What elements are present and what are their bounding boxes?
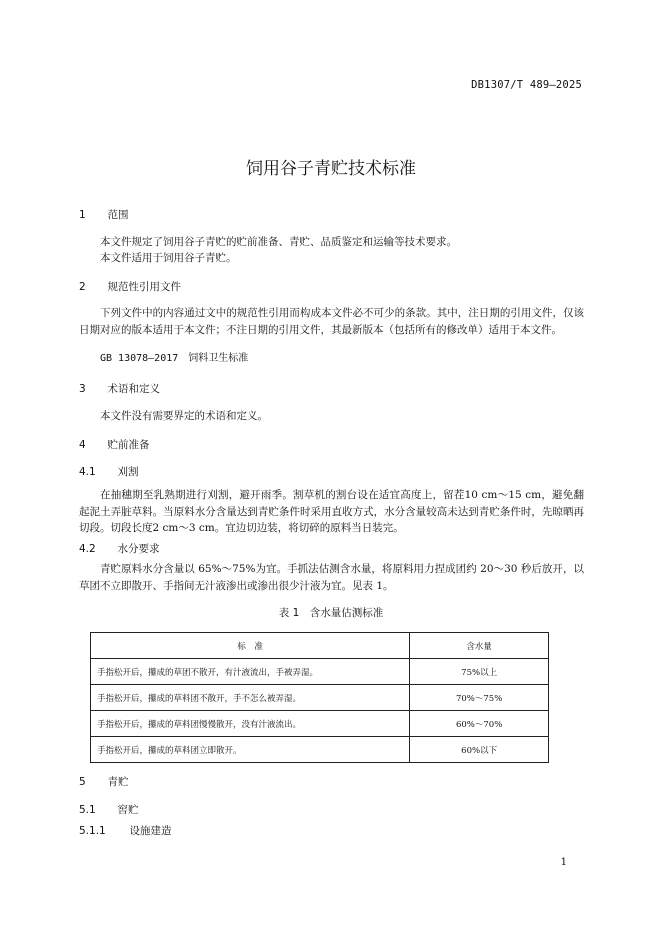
moisture-cell: 75%以上 <box>410 659 549 685</box>
section-number: 5.1.1 <box>79 825 106 837</box>
section-heading-2 <box>79 279 181 294</box>
section-title: 水分要求 <box>117 543 160 555</box>
header-moisture: 含水量 <box>410 633 549 659</box>
section-number: 4.1 <box>79 466 96 478</box>
moisture-cell: 60%以下 <box>410 737 549 763</box>
section-title: 青贮 <box>107 776 129 788</box>
section-heading-5 <box>79 774 129 789</box>
moisture-cell: 70%～75% <box>410 685 549 711</box>
table-row <box>91 711 549 737</box>
section-number: 4 <box>79 439 86 451</box>
paragraph-moisture: 青贮原料水分含量以 65%～75%为宜。手抓法估测含水量，将原料用力捏成团约 20～30 秒后放开，以草团不立即散开、手指间无汁液渗出或渗出很少汁液为宜。见表 1。 <box>79 563 584 592</box>
section-title: 规范性引用文件 <box>107 281 181 293</box>
table-header-row <box>91 633 549 659</box>
section-title: 贮前准备 <box>107 439 150 451</box>
paragraph-scope-2: 本文件适用于饲用谷子青贮。 <box>100 252 237 264</box>
table-row <box>91 659 549 685</box>
document-number: DB1307/T 489—2025 <box>471 79 582 91</box>
paragraph-normative-refs: 下列文件中的内容通过文中的规范性引用而构成本文件必不可少的条款。其中，注日期的引用文件，仅该日期对应的版本适用于本文件；不注日期的引用文件，其最新版本（包括所有的修改单）适用于本文件。 <box>79 307 584 336</box>
section-heading-4-1 <box>79 464 139 479</box>
section-number: 2 <box>79 281 86 293</box>
section-title: 设施建造 <box>129 825 172 837</box>
section-heading-3 <box>79 381 160 396</box>
table-caption: 表 1 含水量估测标准 <box>278 607 384 619</box>
criterion-cell: 手指松开后，攥成的草料团慢慢散开，没有汁液流出。 <box>91 711 410 737</box>
page-title: 饲用谷子青贮技术标准 <box>246 159 416 179</box>
section-heading-5-1-1 <box>79 823 172 838</box>
section-heading-1 <box>79 207 129 222</box>
section-number: 1 <box>79 209 86 221</box>
section-title: 刈割 <box>117 466 139 478</box>
section-title: 术语和定义 <box>107 383 160 395</box>
criterion-cell: 手指松开后，攥成的草料团不散开，手不怎么被弄湿。 <box>91 685 410 711</box>
criterion-cell: 手指松开后，攥成的草团不散开，有汁液流出，手被弄湿。 <box>91 659 410 685</box>
section-number: 5.1 <box>79 804 96 816</box>
moisture-cell: 60%～70% <box>410 711 549 737</box>
section-title: 窖贮 <box>117 804 139 816</box>
paragraph-terms: 本文件没有需要界定的术语和定义。 <box>100 410 268 422</box>
moisture-estimation-table <box>90 632 549 763</box>
section-number: 4.2 <box>79 543 96 555</box>
paragraph-scope-1: 本文件规定了饲用谷子青贮的贮前准备、青贮、品质鉴定和运输等技术要求。 <box>100 236 457 248</box>
table-row <box>91 737 549 763</box>
paragraph-mowing: 在抽穗期至乳熟期进行刈割，避开雨季。割草机的割台设在适宜高度上，留茬10 cm～15 cm，避免翻起泥土弄脏草料。当原料水分含量达到青贮条件时采用直收方式，水分含量较高未达到青贮条件时，先晾晒再切段。切段长度2 cm～3 cm。宜边切边装，将切碎的原料当日装完。 <box>79 489 584 534</box>
section-heading-4 <box>79 437 150 452</box>
section-heading-4-2 <box>79 541 160 556</box>
section-title: 范围 <box>107 209 129 221</box>
criterion-cell: 手指松开后，攥成的草料团立即散开。 <box>91 737 410 763</box>
header-criterion: 标 准 <box>91 633 410 659</box>
section-heading-5-1 <box>79 802 139 817</box>
reference-gb13078: GB 13078—2017 饲料卫生标准 <box>100 353 249 364</box>
section-number: 5 <box>79 776 86 788</box>
page-number: 1 <box>560 857 567 868</box>
section-number: 3 <box>79 383 86 395</box>
table-row <box>91 685 549 711</box>
